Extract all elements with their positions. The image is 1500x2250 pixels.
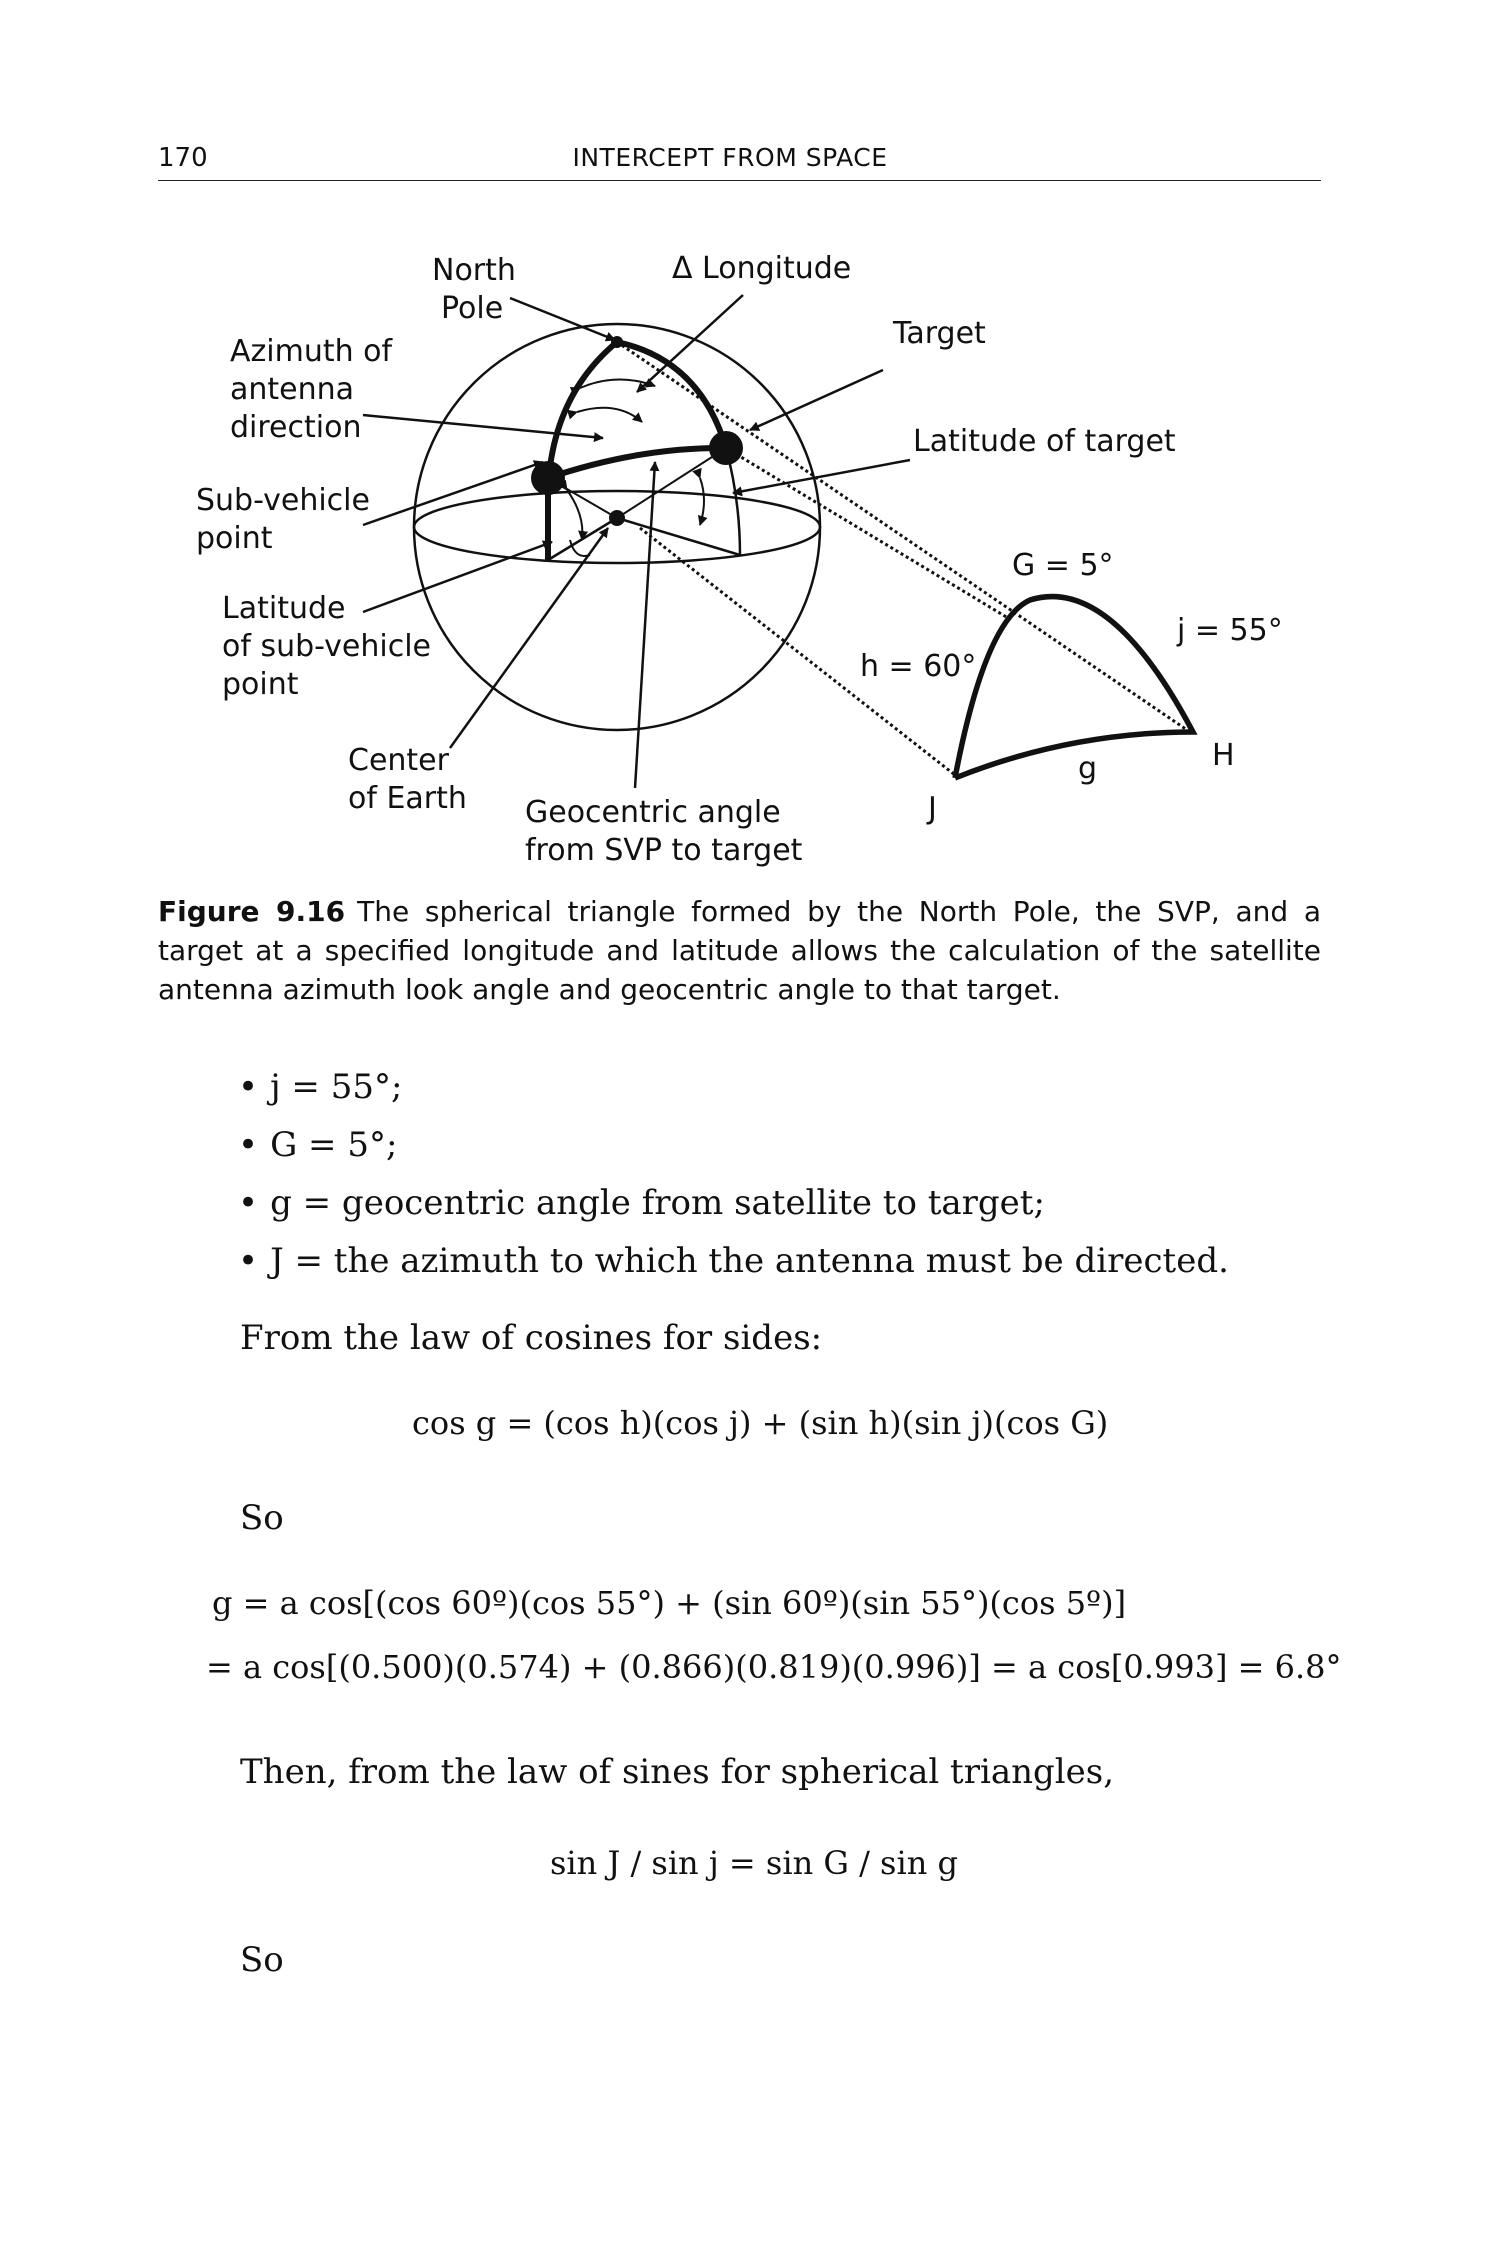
paragraph-so-1: So xyxy=(240,1498,284,1538)
label-latitude-target: Latitude of target xyxy=(913,424,1176,459)
label-H: H xyxy=(1212,738,1235,773)
paragraph-law-of-sines: Then, from the law of sines for spherical triangles, xyxy=(240,1752,1115,1792)
paragraph-law-of-cosines: From the law of cosines for sides: xyxy=(240,1318,823,1358)
label-azimuth-2: antenna xyxy=(230,372,355,407)
equation-g-line-2: = a cos[(0.500)(0.574) + (0.866)(0.819)(0.996)] = a cos[0.993] = 6.8° xyxy=(206,1648,1342,1686)
label-J: J xyxy=(928,791,937,826)
equation-sines: sin J / sin j = sin G / sin g xyxy=(550,1844,958,1882)
caption-text: The spherical triangle formed by the North Pole, the SVP, and a target at a specified longitude and latitude allows the calculation of the satellite antenna azimuth look angle and geocentric angle to that target. xyxy=(158,895,1321,1006)
earth-center-dot xyxy=(609,510,625,526)
sub-vehicle-point-dot xyxy=(531,461,565,495)
label-lat-svp-1: Latitude xyxy=(222,591,346,626)
list-item: • j = 55°; xyxy=(238,1058,1229,1116)
running-head: INTERCEPT FROM SPACE xyxy=(572,143,888,172)
equator-ellipse xyxy=(414,491,820,563)
label-g: g xyxy=(1078,751,1098,786)
spherical-triangle-figure xyxy=(0,0,1500,880)
label-svp-1: Sub-vehicle xyxy=(196,483,370,518)
label-target: Target xyxy=(893,316,986,351)
label-north-pole-2: Pole xyxy=(441,291,504,326)
label-lat-svp-2: of sub-vehicle xyxy=(222,629,432,664)
label-h: h = 60° xyxy=(860,649,977,684)
page-number: 170 xyxy=(158,143,208,173)
equation-cosines: cos g = (cos h)(cos j) + (sin h)(sin j)(cos G) xyxy=(412,1404,1109,1442)
spherical-triangle xyxy=(955,597,1193,778)
label-j: j = 55° xyxy=(1177,613,1283,648)
caption-label: Figure 9.16 xyxy=(158,895,346,928)
label-geo-1: Geocentric angle xyxy=(525,795,781,830)
label-svp-2: point xyxy=(196,521,273,556)
paragraph-so-2: So xyxy=(240,1940,284,1980)
great-circle-arc xyxy=(548,448,726,478)
label-delta-longitude: Δ Longitude xyxy=(672,251,852,286)
label-geo-2: from SVP to target xyxy=(525,833,803,868)
label-center-1: Center xyxy=(348,743,449,778)
list-item: • G = 5°; xyxy=(238,1116,1229,1174)
earth-sphere xyxy=(414,324,820,730)
meridian-target xyxy=(617,342,726,448)
variable-list xyxy=(238,1058,1229,1290)
label-azimuth-3: direction xyxy=(230,410,362,445)
label-lat-svp-3: point xyxy=(222,667,299,702)
label-azimuth-1: Azimuth of xyxy=(230,334,393,369)
label-center-2: of Earth xyxy=(348,781,467,816)
label-G: G = 5° xyxy=(1012,548,1114,583)
list-item: • J = the azimuth to which the antenna must be directed. xyxy=(238,1232,1229,1290)
equation-g-line-1: g = a cos[(cos 60º)(cos 55°) + (sin 60º)(sin 55°)(cos 5º)] xyxy=(212,1584,1127,1622)
list-item: • g = geocentric angle from satellite to target; xyxy=(238,1174,1229,1232)
figure-caption xyxy=(158,892,1321,1009)
label-north-pole-1: North xyxy=(432,253,516,288)
